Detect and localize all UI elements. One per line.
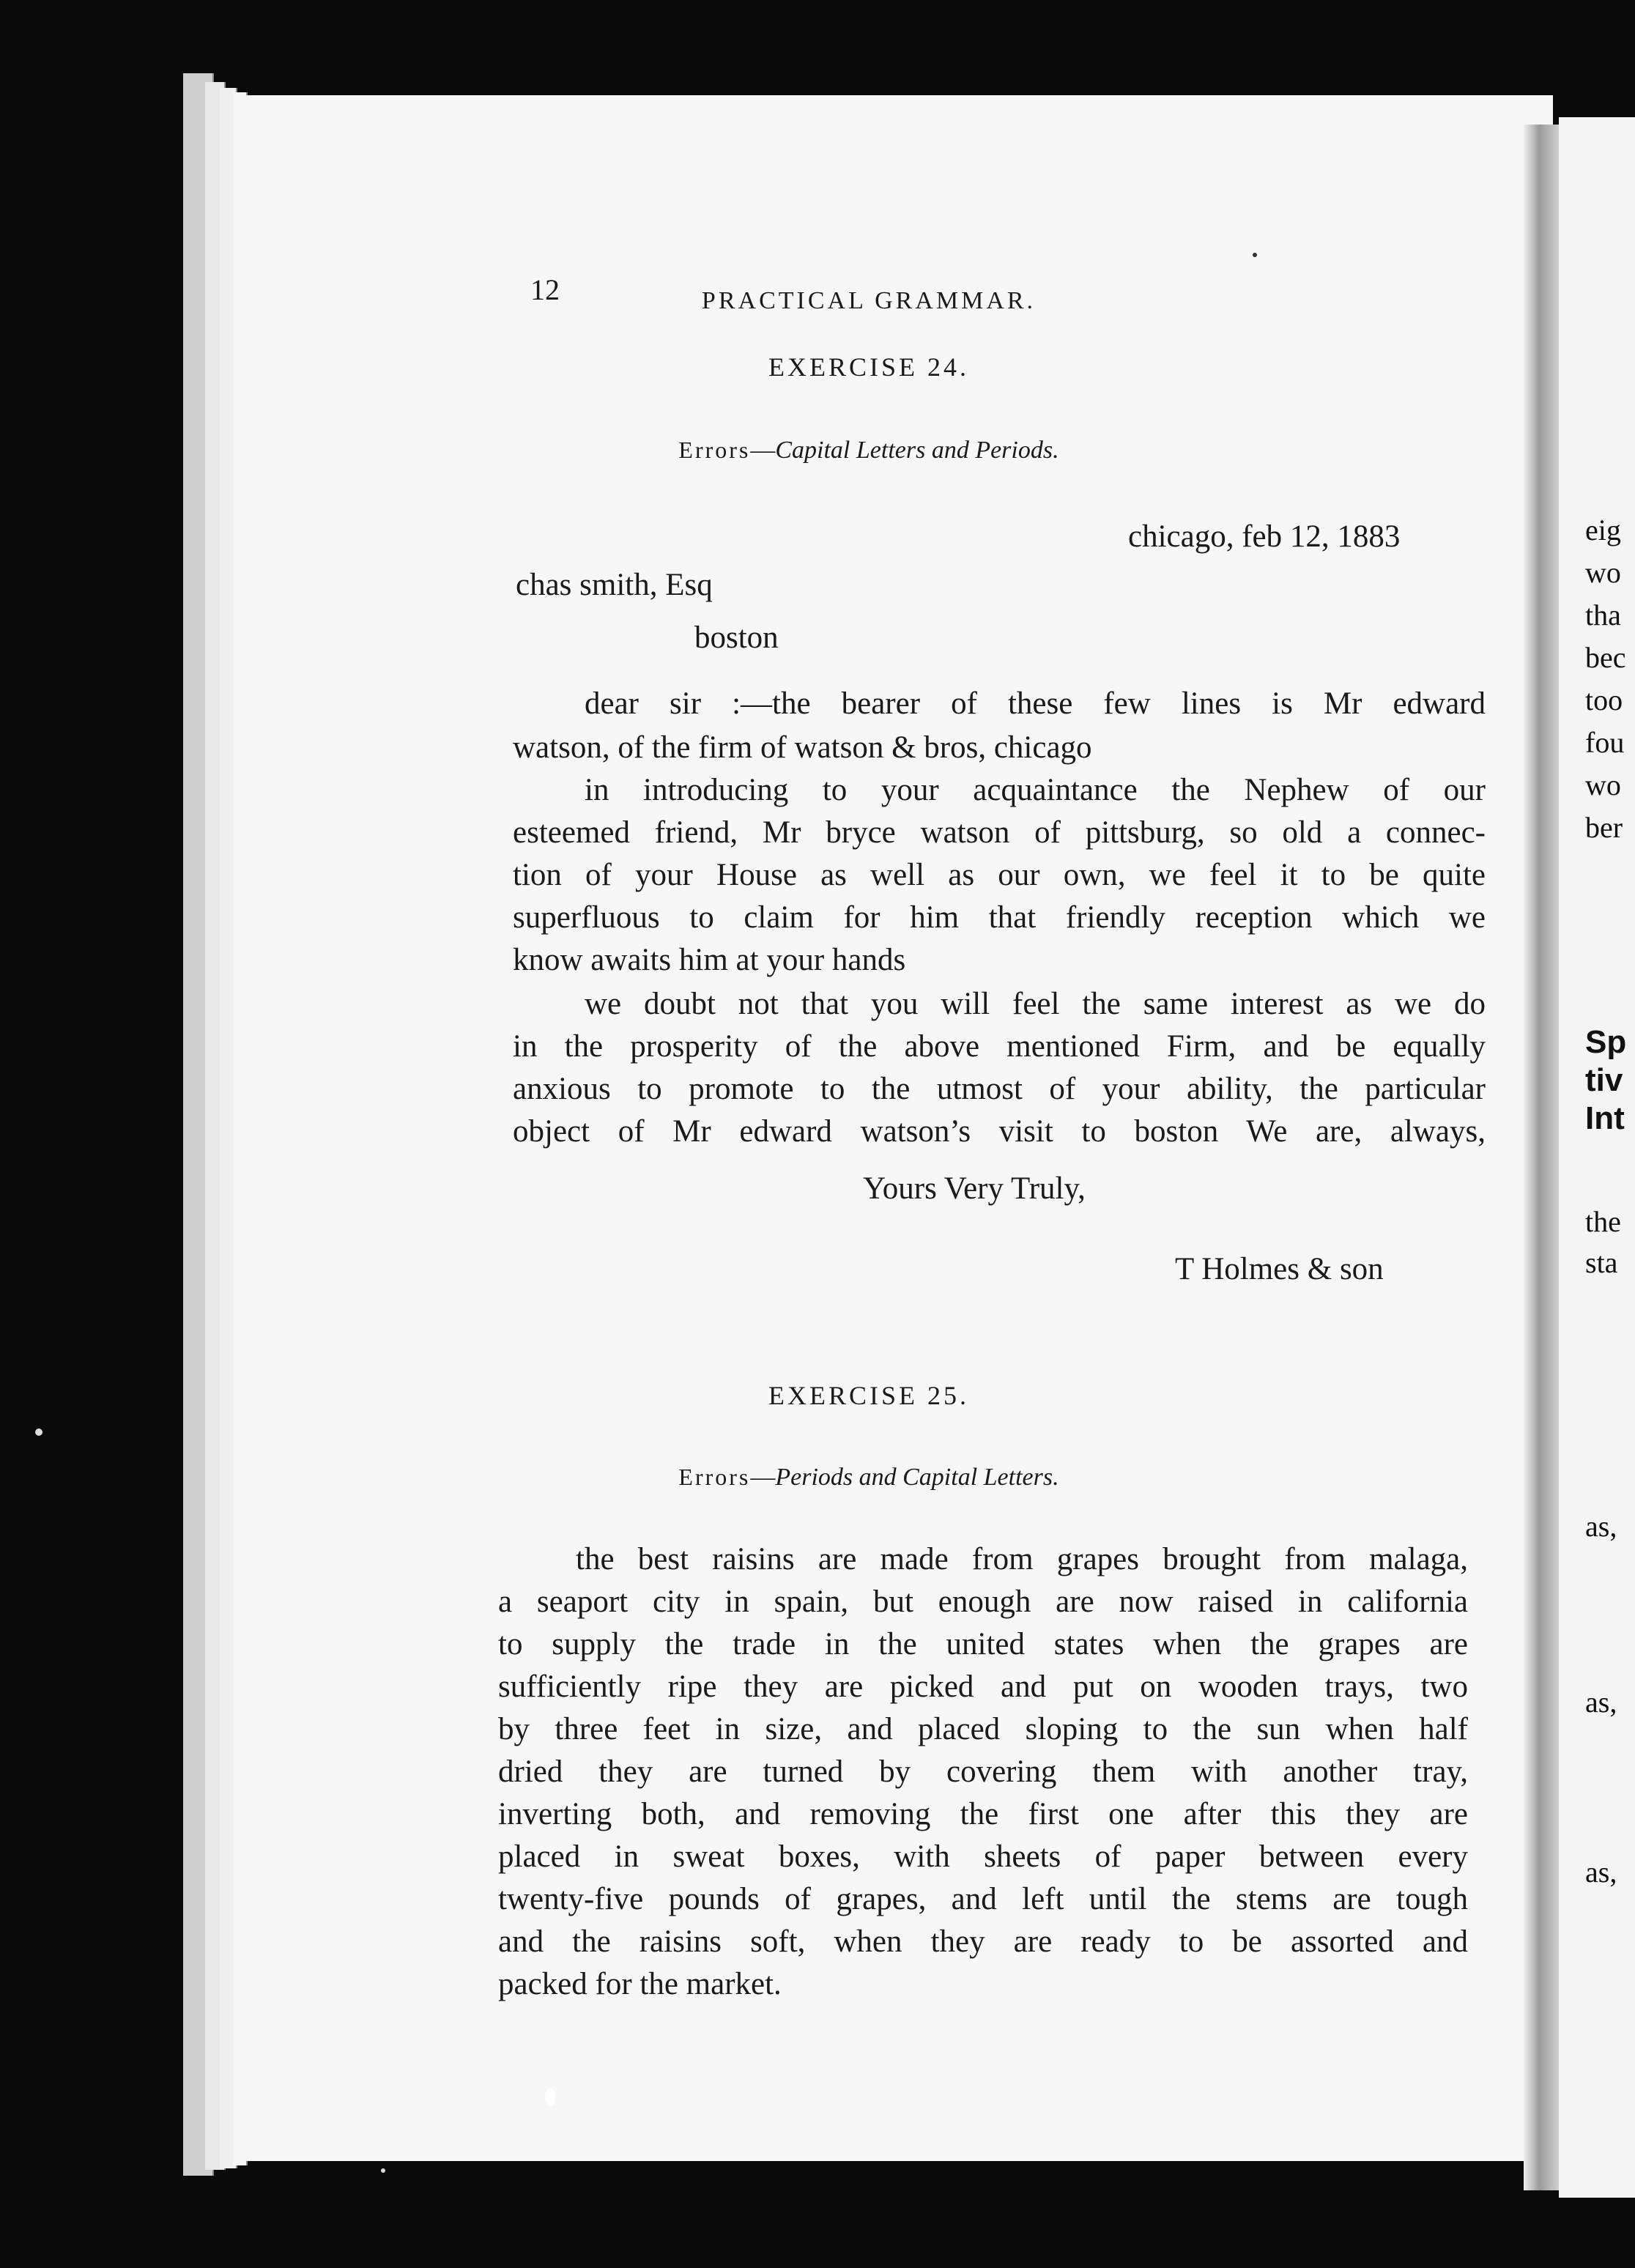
page-number: 12 [530,273,560,306]
letter-date-line: chicago, feb 12, 1883 [1128,519,1401,554]
letter-paragraph-line: anxious to promote to the utmost of your ability, the particular [513,1072,1486,1106]
letter-closing: Yours Very Truly, [863,1171,1086,1206]
exercise-paragraph-line: dried they are turned by covering them with another tray, [498,1754,1468,1789]
right-fragment: as, [1585,1510,1617,1543]
exercise-paragraph-line: inverting both, and removing the first one after this they are [498,1797,1468,1831]
right-fragment: tiv [1585,1062,1623,1098]
letter-paragraph-line: watson, of the firm of watson & bros, chicago [513,730,1092,765]
exercise-paragraph-line: packed for the market. [498,1967,782,2001]
right-fragment: wo [1585,768,1621,801]
exercise-24-title: EXERCISE 24. [768,352,969,382]
right-fragment: as, [1585,1856,1617,1889]
right-fragment: too [1585,683,1623,716]
subtitle-caps: Errors [678,437,751,463]
letter-paragraph-line: superfluous to claim for him that friendly reception which we [513,900,1486,935]
right-fragment: Sp [1585,1024,1627,1060]
exercise-paragraph-line: placed in sweat boxes, with sheets of paper between every [498,1839,1468,1874]
subtitle-caps: Errors [678,1464,751,1490]
exercise-paragraph-line: sufficiently ripe they are picked and put on wooden trays, two [498,1670,1468,1704]
right-fragment: Int [1585,1100,1625,1136]
exercise-paragraph-line: and the raisins soft, when they are ready to be assorted and [498,1924,1468,1959]
exercise-paragraph-line: to supply the trade in the united states when the grapes are [498,1627,1468,1661]
right-fragment: as, [1585,1686,1617,1719]
subtitle-italic: Periods and Capital Letters. [775,1464,1059,1491]
letter-paragraph-line: know awaits him at your hands [513,943,906,977]
letter-paragraph-line: we doubt not that you will feel the same interest as we do [585,987,1486,1021]
subtitle-dash: — [750,1464,776,1491]
exercise-paragraph-line: the best raisins are made from grapes brought from malaga, [576,1542,1468,1576]
exercise-25-subtitle [0,1464,1635,1491]
scan-speck [545,2088,555,2107]
right-page-fragment [1559,117,1635,2198]
running-head: PRACTICAL GRAMMAR. [701,287,1037,314]
scan-speck [381,2168,385,2173]
right-fragment: fou [1585,726,1625,759]
letter-city: boston [694,620,779,655]
exercise-paragraph-line: a seaport city in spain, but enough are now raised in california [498,1585,1468,1619]
right-fragment: tha [1585,598,1621,631]
exercise-paragraph-line: by three feet in size, and placed sloping to the sun when half [498,1712,1468,1746]
letter-paragraph-line: in the prosperity of the above mentioned Firm, and be equally [513,1029,1486,1064]
exercise-25-title: EXERCISE 25. [768,1381,969,1410]
subtitle-dash: — [750,437,776,464]
book-gutter [1524,125,1559,2190]
right-fragment: the [1585,1205,1621,1238]
letter-paragraph-line: object of Mr edward watson’s visit to boston We are, always, [513,1114,1486,1149]
right-fragment: eig [1585,514,1621,546]
letter-paragraph-line: dear sir :—the bearer of these few lines is Mr edward [585,686,1486,721]
letter-signature: T Holmes & son [1175,1252,1384,1286]
exercise-paragraph-line: twenty-five pounds of grapes, and left until the stems are tough [498,1882,1468,1916]
right-fragment: ber [1585,811,1623,844]
right-fragment: wo [1585,556,1621,589]
letter-paragraph-line: esteemed friend, Mr bryce watson of pittsburg, so old a connec- [513,815,1486,850]
letter-addressee: chas smith, Esq [516,568,713,602]
right-fragment: bec [1585,641,1626,674]
scan-speck [35,1428,42,1436]
subtitle-italic: Capital Letters and Periods. [775,437,1059,464]
scan-speck [1253,253,1257,257]
exercise-24-subtitle [0,437,1635,464]
letter-paragraph-line: in introducing to your acquaintance the Nephew of our [585,773,1486,807]
right-fragment: sta [1585,1246,1618,1279]
letter-paragraph-line: tion of your House as well as our own, we feel it to be quite [513,858,1486,892]
